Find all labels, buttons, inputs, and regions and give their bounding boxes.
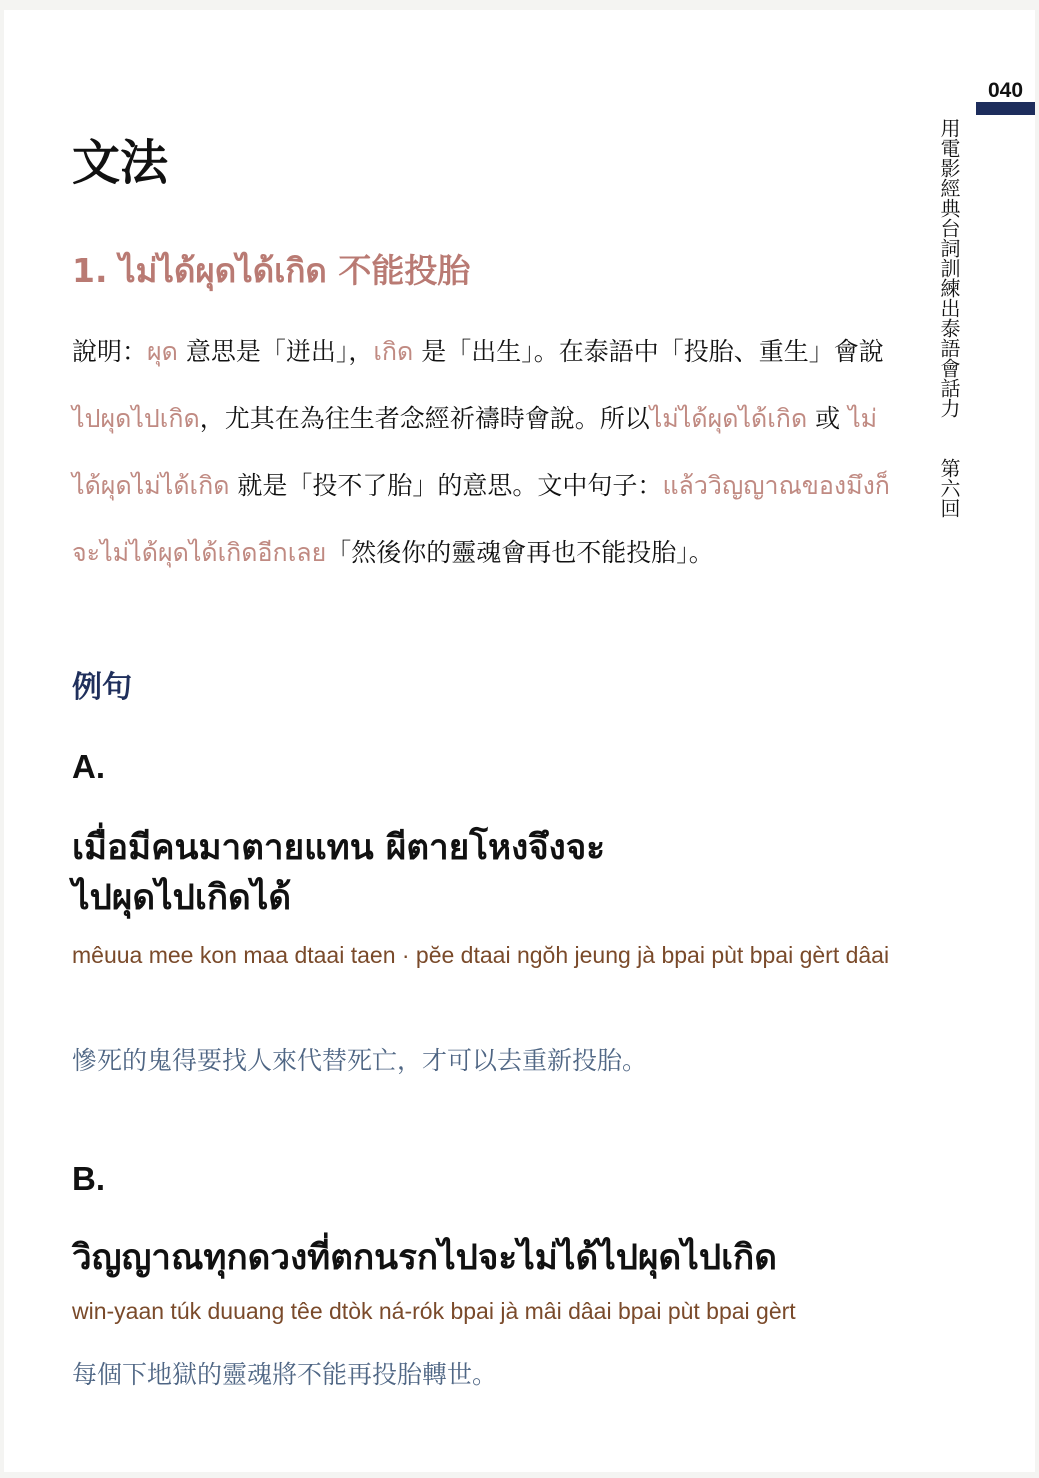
- explanation-thai-term: เกิด: [373, 337, 414, 366]
- explanation-thai-term: ไม่ได้ผุดไม่ได้เกิด: [72, 404, 878, 500]
- explanation-text: 或: [807, 404, 849, 433]
- explanation-thai-term: ผุด: [147, 337, 178, 366]
- explanation-text: 「然後你的靈魂會再也不能投胎」。: [326, 538, 714, 567]
- example-thai-line: ไปผุดไปเกิดได้: [72, 878, 292, 918]
- explanation-text: 是「出生」。在泰語中「投胎、重生」會說: [413, 337, 884, 366]
- side-book-title: 用電影經典台詞訓練出泰語會話力: [937, 118, 961, 418]
- example-chinese-translation: 慘死的鬼得要找人來代替死亡，才可以去重新投胎。: [72, 1046, 648, 1075]
- example-label: B.: [72, 1160, 105, 1197]
- explanation-thai-term: ไม่ได้ผุดได้เกิด: [649, 404, 808, 433]
- explanation-thai-sentence: แล้ววิญญาณของมึงก็จะไม่ได้ผุดได้เกิดอีกเลย: [72, 471, 890, 567]
- example-label: A.: [72, 748, 105, 785]
- explanation-text: 說明：: [72, 337, 148, 366]
- explanation-thai-term: ไปผุดไปเกิด: [72, 404, 200, 433]
- section-title: 文法: [72, 135, 169, 191]
- example-romanization: mêuua mee kon maa dtaai taen · pĕe dtaai ngŏh jeung jà bpai pùt bpai gèrt dâai: [72, 942, 890, 968]
- example-chinese-translation: 每個下地獄的靈魂將不能再投胎轉世。: [72, 1360, 498, 1389]
- example-thai-line: วิญญาณทุกดวงที่ตกนรกไปจะไม่ได้ไปผุดไปเกิด: [72, 1238, 777, 1278]
- page-number: 040: [988, 79, 1024, 102]
- grammar-point-chinese: 不能投胎: [338, 251, 471, 290]
- grammar-explanation: [72, 318, 902, 586]
- explanation-text: 就是「投不了胎」的意思。文中句子：: [229, 471, 663, 500]
- grammar-point-thai: ไม่ได้ผุดได้เกิด: [119, 251, 327, 290]
- example-romanization: win-yaan túk duuang têe dtòk ná-rók bpai jà mâi dâai bpai pùt bpai gèrt: [72, 1298, 796, 1324]
- explanation-text: ，尤其在為往生者念經祈禱時會說。所以: [199, 404, 650, 433]
- example-thai-line: เมื่อมีคนมาตายแทน ผีตายโหงจึงจะ: [72, 828, 606, 868]
- grammar-point-heading: [72, 244, 470, 297]
- examples-heading: 例句: [72, 670, 132, 705]
- explanation-text: 意思是「迸出」，: [177, 337, 374, 366]
- page-number-bar: [976, 102, 1035, 115]
- side-running-title: [938, 118, 960, 518]
- side-chapter: 第六回: [937, 458, 961, 518]
- grammar-point-number: 1.: [72, 251, 108, 290]
